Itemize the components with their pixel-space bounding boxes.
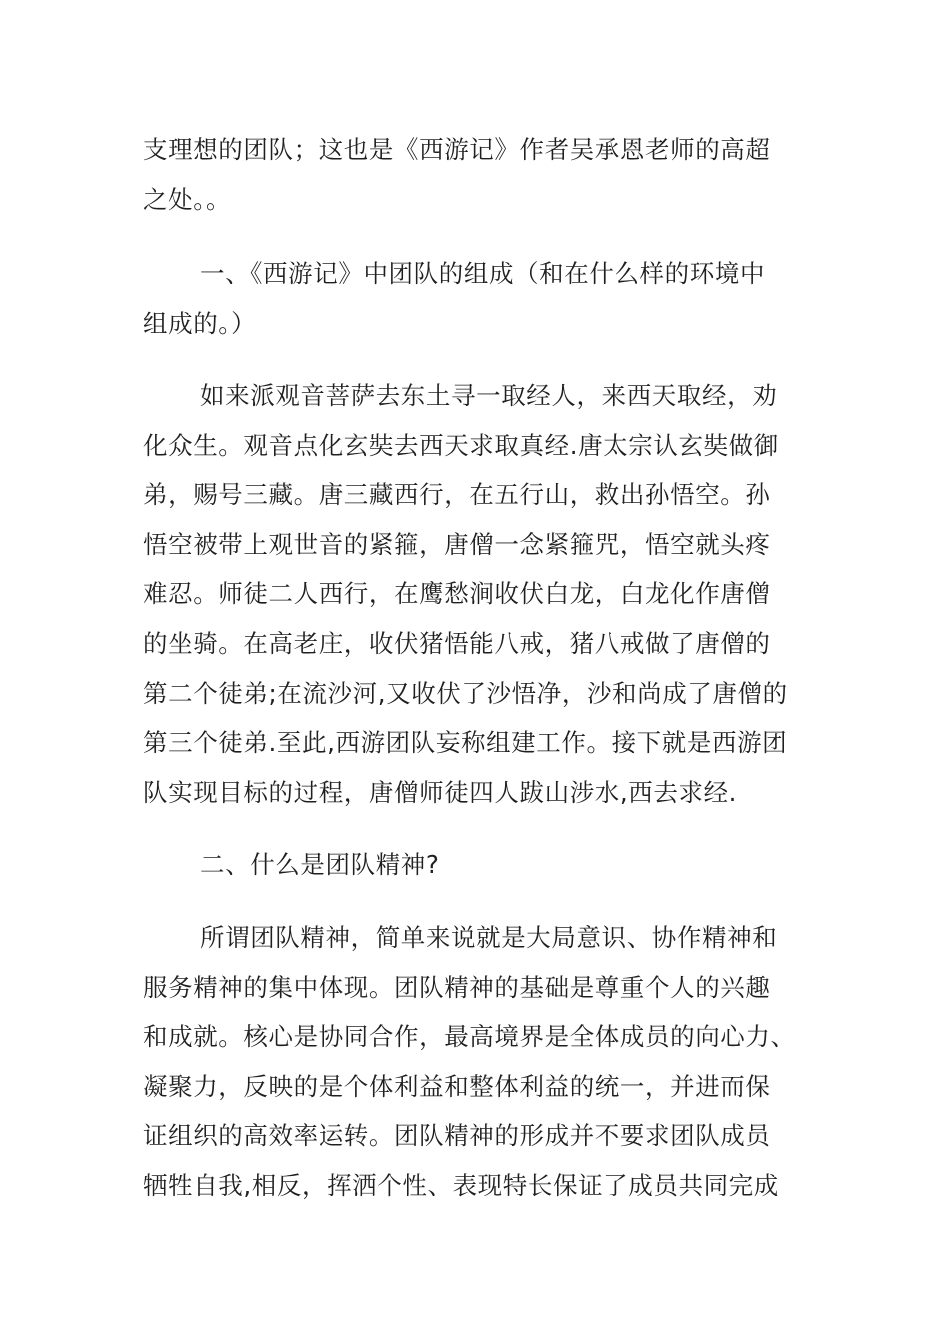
text-line: 第三个徒弟.至此,西游团队妄称组建工作。接下就是西游团 <box>143 728 788 758</box>
text-line: 队实现目标的过程，唐僧师徒四人跋山涉水,西去求经. <box>143 777 738 807</box>
text-line: 之处。。 <box>143 184 232 214</box>
section-heading-1 <box>143 249 813 348</box>
text-line: 如来派观音菩萨去东土寻一取经人，来西天取经，劝 <box>200 381 778 410</box>
text-line: 支理想的团队；这也是《西游记》作者吴承恩老师的高超 <box>143 135 771 164</box>
text-line: 第二个徒弟;在流沙河,又收伏了沙悟净，沙和尚成了唐僧的 <box>143 678 788 708</box>
text-line: 一、《西游记》中团队的组成（和在什么样的环境中 <box>200 259 766 288</box>
text-line: 服务精神的集中体现。团队精神的基础是尊重个人的兴趣 <box>143 972 771 1002</box>
text-line: 牺牲自我,相反，挥洒个性、表现特长保证了成员共同完成 <box>143 1170 779 1200</box>
paragraph-intro-continuation <box>143 125 813 224</box>
text-line: 凝聚力，反映的是个体利益和整体利益的统一，并进而保 <box>143 1071 771 1101</box>
text-line: 的坐骑。在高老庄，收伏猪悟能八戒，猪八戒做了唐僧的 <box>143 628 771 658</box>
text-line: 难忍。师徒二人西行，在鹰愁涧收伏白龙，白龙化作唐僧 <box>143 579 771 609</box>
text-line: 证组织的高效率运转。团队精神的形成并不要求团队成员 <box>143 1121 771 1151</box>
text-line: 所谓团队精神，简单来说就是大局意识、协作精神和 <box>200 923 778 952</box>
paragraph-team-spirit <box>143 913 813 1211</box>
text-line: 弟，赐号三藏。唐三藏西行，在五行山，救出孙悟空。孙 <box>143 480 771 510</box>
text-line: 化众生。观音点化玄奘去西天求取真经.唐太宗认玄奘做御 <box>143 430 779 460</box>
section-heading-2 <box>143 840 813 890</box>
text-line: 悟空被带上观世音的紧箍，唐僧一念紧箍咒，悟空就头疼 <box>143 529 771 559</box>
text-line: 和成就。核心是协同合作，最高境界是全体成员的向心力、 <box>143 1022 796 1052</box>
paragraph-team-formation <box>143 371 813 817</box>
text-line: 二、什么是团队精神? <box>200 850 440 879</box>
text-line: 组成的。） <box>143 308 257 338</box>
